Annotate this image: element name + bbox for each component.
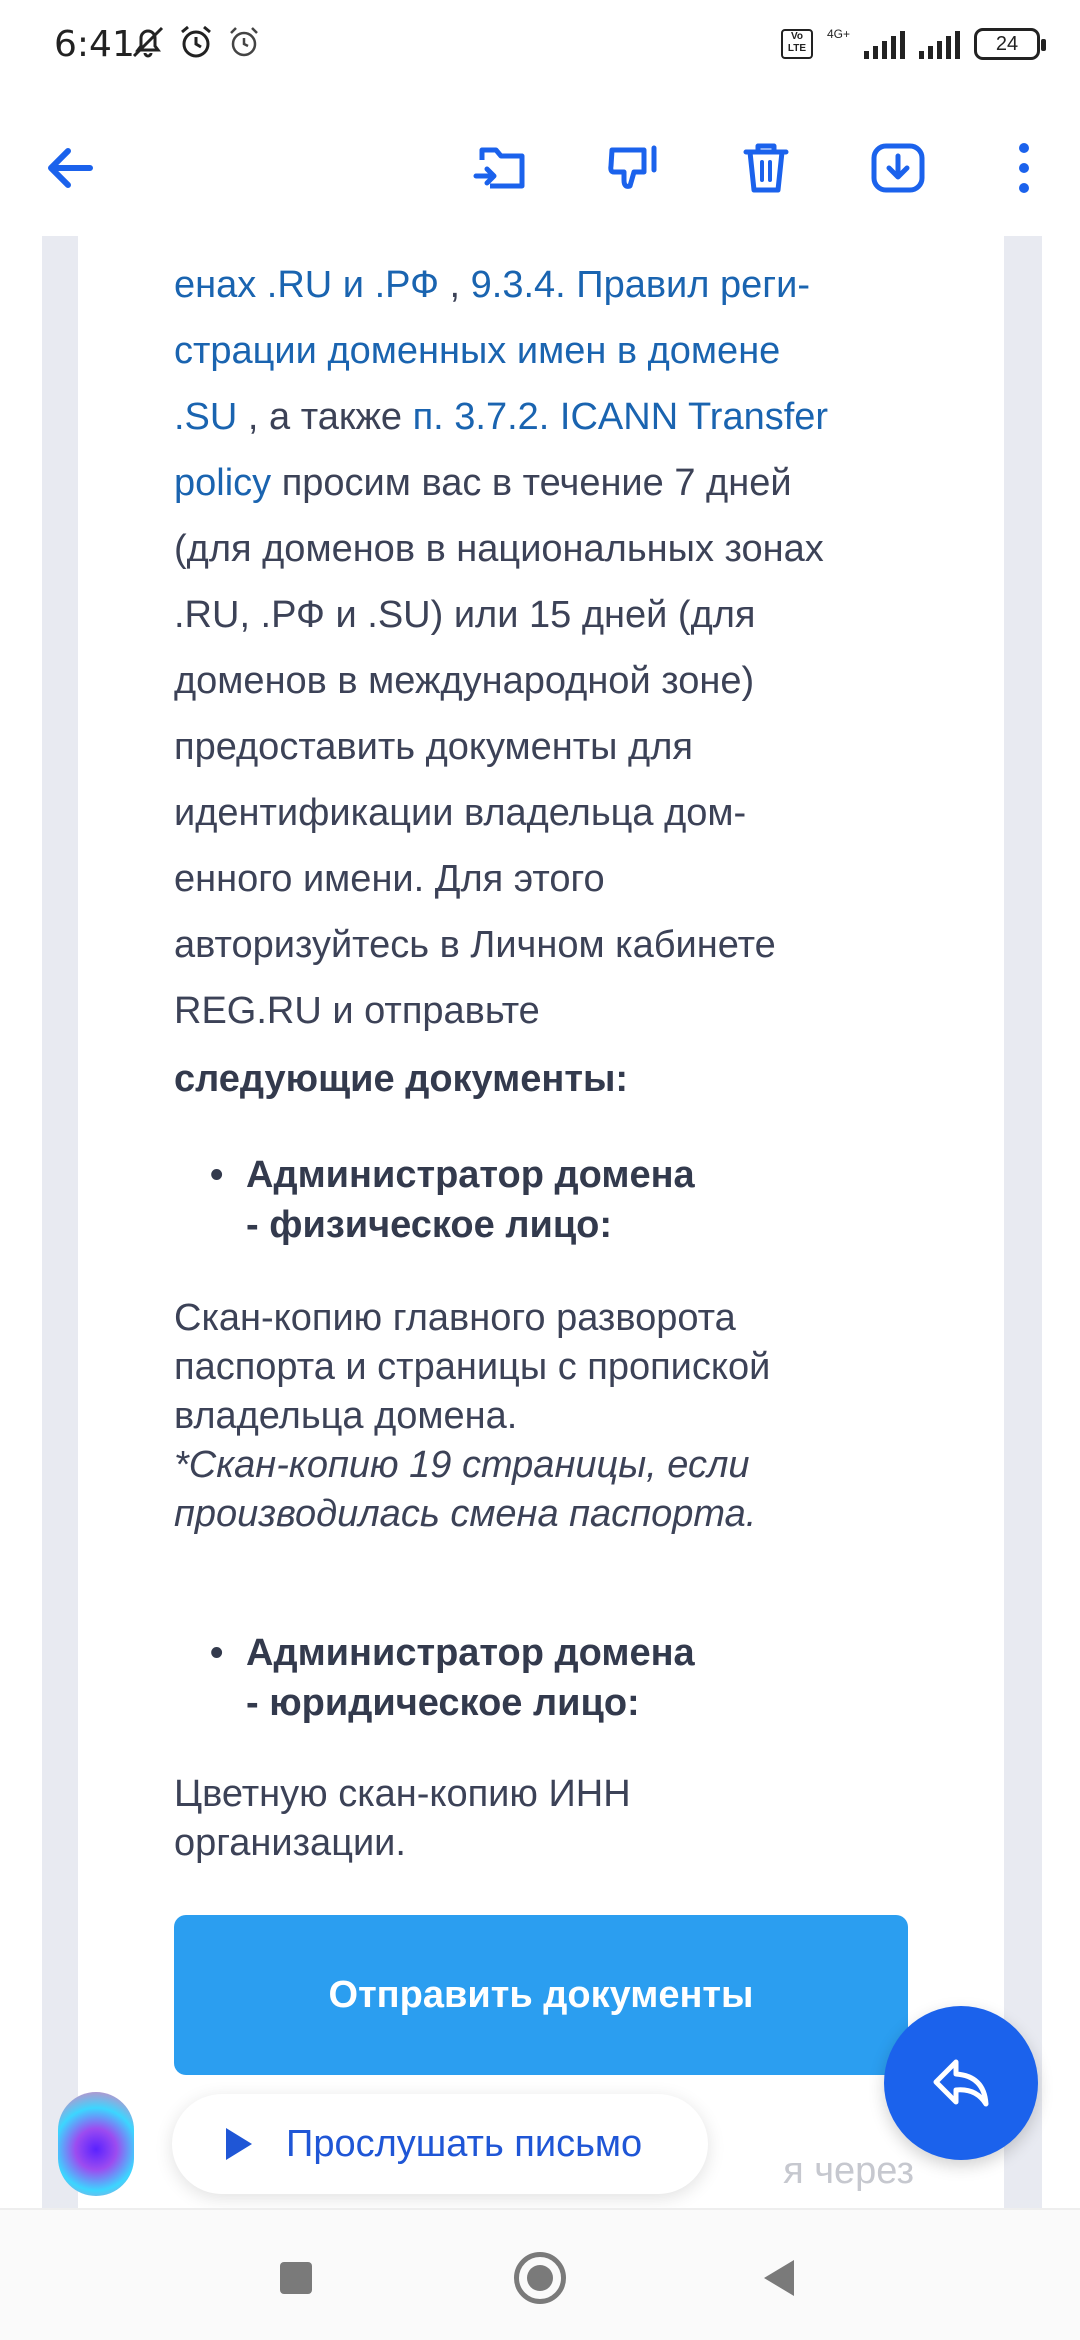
link-rule-934-cont[interactable]: страции доменных имен в домене xyxy=(174,330,781,372)
individual-docs xyxy=(174,1294,914,1539)
email-paragraph xyxy=(174,252,914,1044)
battery-indicator: 24 xyxy=(974,28,1040,60)
reply-fab[interactable] xyxy=(884,2006,1038,2160)
signal-icon-2 xyxy=(919,29,960,59)
para-line: .RU, .РФ и .SU) или 15 дней (для xyxy=(174,594,756,636)
doc-line: организации. xyxy=(174,1822,406,1864)
alarm-icon xyxy=(224,22,264,62)
doc-line: паспорта и страницы с пропиской xyxy=(174,1346,771,1388)
bell-muted-icon xyxy=(128,22,168,62)
separator-text: , xyxy=(438,264,471,306)
move-to-folder-button[interactable] xyxy=(470,136,534,200)
para-line-4 xyxy=(174,450,914,516)
signal-icon xyxy=(864,29,905,59)
volte-badge: Vo LTE xyxy=(781,29,813,59)
bullet-title: Администратор домена xyxy=(246,1632,695,1674)
reply-icon xyxy=(926,2048,996,2118)
app-bar xyxy=(0,96,1080,236)
para-line: REG.RU и отправьте xyxy=(174,990,540,1032)
bullet-subtitle: - юридическое лицо: xyxy=(246,1682,640,1724)
para-line-2 xyxy=(174,318,914,384)
assistant-orb-icon[interactable] xyxy=(58,2092,134,2196)
link-ru-rf[interactable]: енах .RU и .РФ xyxy=(174,264,439,306)
listen-email-button[interactable] xyxy=(172,2094,708,2194)
spam-button[interactable] xyxy=(602,136,666,200)
bullet-subtitle: - физическое лицо: xyxy=(246,1204,613,1246)
alarm-clock-icon xyxy=(176,22,216,62)
network-type: 4G+ xyxy=(826,27,850,41)
para-line: предоставить документы для xyxy=(174,726,693,768)
listen-label: Прослушать письмо xyxy=(286,2122,643,2165)
status-time: 6:41 xyxy=(54,24,135,65)
faded-text: я через xyxy=(783,2150,914,2192)
nav-back-button[interactable] xyxy=(764,2260,794,2296)
more-button[interactable] xyxy=(992,136,1056,200)
bullet-title: Администратор домена xyxy=(246,1154,695,1196)
doc-line: владельца домена. xyxy=(174,1395,518,1437)
bullet-dot: • xyxy=(210,1632,224,1674)
para-text: просим вас в течение 7 дней xyxy=(271,462,792,504)
back-button[interactable] xyxy=(38,136,102,200)
doc-line: Цветную скан-копию ИНН xyxy=(174,1773,631,1815)
delete-button[interactable] xyxy=(734,136,798,200)
bullet-dot: • xyxy=(210,1154,224,1196)
link-su[interactable]: .SU xyxy=(174,396,238,438)
para-text: , а также xyxy=(237,396,413,438)
status-right-icons xyxy=(781,28,1040,60)
link-rule-934[interactable]: 9.3.4. Правил реги- xyxy=(470,264,811,306)
status-left-icons xyxy=(128,22,264,62)
para-line: (для доменов в национальных зонах xyxy=(174,528,824,570)
documents-heading: следующие документы: xyxy=(174,1058,629,1100)
legal-entity-docs xyxy=(174,1770,914,1868)
bullet-individual xyxy=(210,1150,695,1250)
doc-note: *Скан-копию 19 страницы, если xyxy=(174,1444,750,1486)
move-to-folder-icon xyxy=(472,138,532,198)
para-line: идентификации владельца дом- xyxy=(174,792,747,834)
para-line: енного имени. Для этого xyxy=(174,858,605,900)
download-button[interactable] xyxy=(866,136,930,200)
recents-button[interactable] xyxy=(280,2262,312,2294)
link-icann-transfer[interactable]: п. 3.7.2. ICANN Transfer xyxy=(412,396,829,438)
para-line: авторизуйтесь в Личном кабинете xyxy=(174,924,776,966)
more-vertical-icon xyxy=(1009,138,1039,198)
para-line-1 xyxy=(174,252,914,318)
trash-icon xyxy=(736,138,796,198)
para-line-3 xyxy=(174,384,914,450)
status-bar xyxy=(0,0,1080,96)
doc-note: производилась смена паспорта. xyxy=(174,1493,757,1535)
play-icon xyxy=(226,2128,252,2160)
system-nav-bar xyxy=(0,2208,1080,2340)
home-button[interactable] xyxy=(514,2252,566,2304)
send-documents-button[interactable]: Отправить документы xyxy=(174,1915,908,2075)
thumbs-down-icon xyxy=(604,138,664,198)
doc-line: Скан-копию главного разворота xyxy=(174,1297,736,1339)
para-line: доменов в международной зоне) xyxy=(174,660,755,702)
link-icann-policy[interactable]: policy xyxy=(174,462,272,504)
download-icon xyxy=(868,138,928,198)
back-arrow-icon xyxy=(40,138,100,198)
bullet-legal-entity xyxy=(210,1628,695,1728)
